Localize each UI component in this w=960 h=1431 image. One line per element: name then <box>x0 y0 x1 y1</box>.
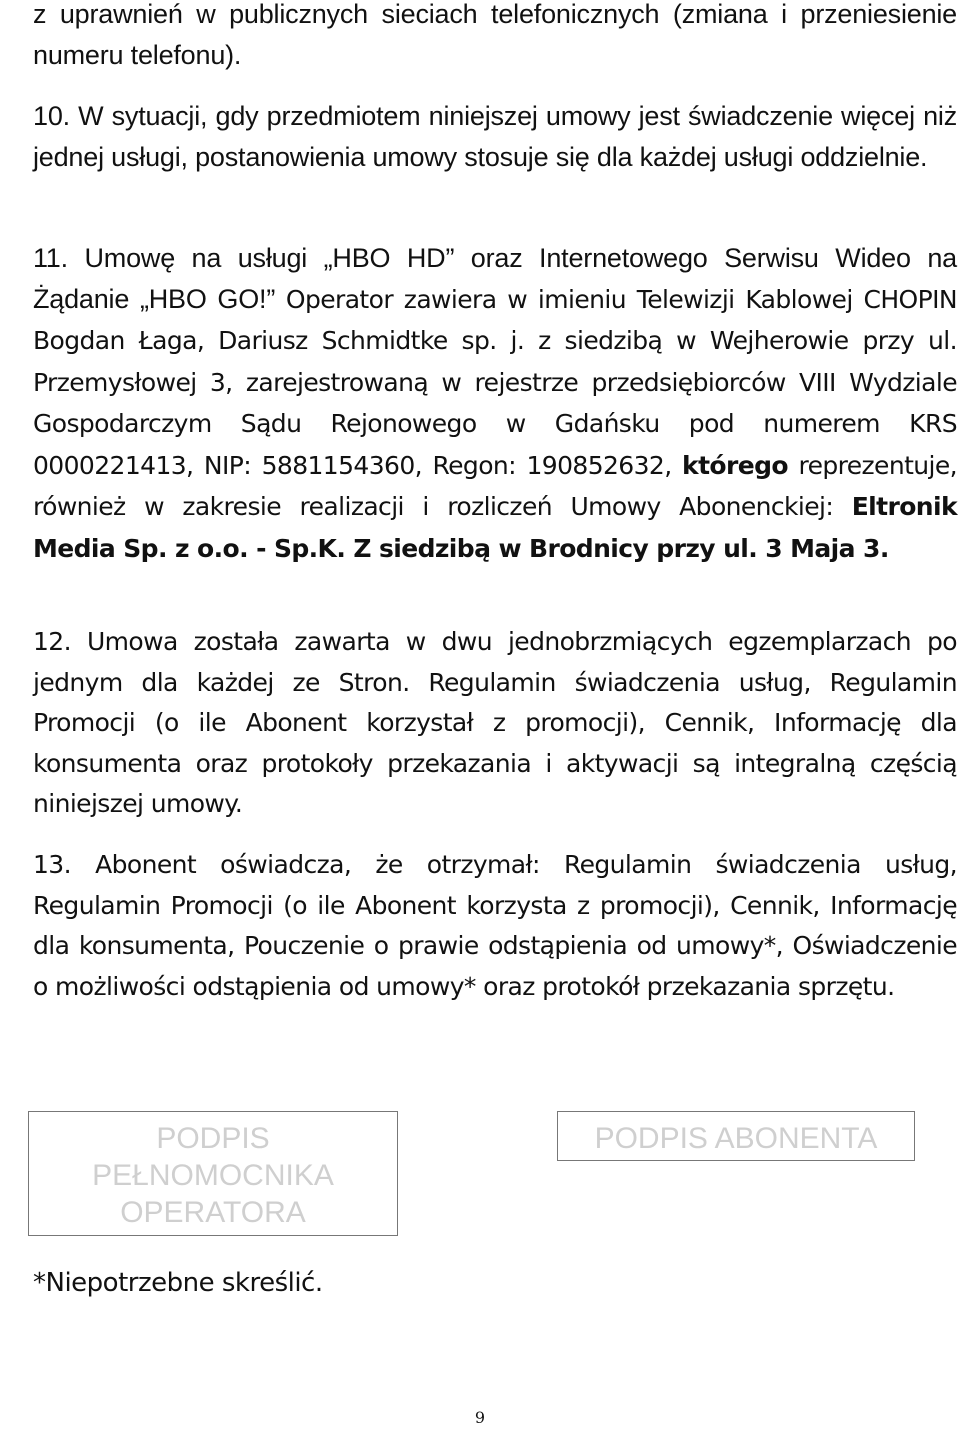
paragraph-text: Abonent oświadcza, że otrzymał: Regulamin świadczenia usług, Regulamin Promocji (o ile Abonent korzysta z promocji), Cennik, Informację dla konsumenta, Pouczenie o prawie odstąpienia od umowy*, Oświadczenie o możliwości odstąpienia od umowy* oraz protokół przekazania sprzętu. <box>33 850 957 1001</box>
footnote: *Niepotrzebne skreślić. <box>33 1268 323 1298</box>
paragraph-text: Umowa została zawarta w dwu jednobrzmiących egzemplarzach po jednym dla każdej ze Stron. Regulamin świadczenia usług, Regulamin Promocji (o ile Abonent korzystał z promocji), Cennik, Informację dla konsumenta oraz protokoły przekazania i aktywacji są integralną częścią niniejszej umowy. <box>33 627 957 818</box>
bold-company-text: Eltronik Media Sp. z o.o. - Sp.K. Z siedzibą w Brodnicy przy ul. 3 Maja 3. <box>33 492 957 563</box>
operator-signature-box <box>28 1111 398 1236</box>
signature-label-line: PODPIS <box>156 1122 270 1155</box>
paragraph-text: z uprawnień w publicznych sieciach telefonicznych (zmiana i przeniesienie numeru telefonu). <box>33 0 957 70</box>
signature-label: PODPIS ABONENTA <box>594 1122 878 1155</box>
paragraph-12 <box>33 622 957 825</box>
paragraph-text: W sytuacji, gdy przedmiotem niniejszej umowy jest świadczenie więcej niż jednej usługi, postanowienia umowy stosuje się dla każdej usługi oddzielnie. <box>33 101 957 172</box>
paragraph-number: 12. <box>33 627 71 656</box>
signature-label-line: PEŁNOMOCNIKA <box>92 1159 334 1192</box>
paragraph-text-main: Operator zawiera w imieniu Telewizji Kablowej CHOPIN Bogdan Łaga, Dariusz Schmidtke sp. j. z siedzibą w Wejherowie przy ul. Przemysłowej 3, zarejestrowaną w rejestrze przedsiębiorców VIII Wydziale Gospodarczym Sądu Rejonowego w Gdańsku pod numerem KRS 0000221413, NIP: 5881154360, Regon: 190852632, <box>33 284 957 480</box>
signature-label-line: OPERATORA <box>120 1196 306 1229</box>
paragraph-10 <box>33 96 957 177</box>
paragraph-11 <box>33 238 957 569</box>
paragraph-number: 10. <box>33 101 70 131</box>
paragraph-text-arial: Umowę na usługi „HBO HD” oraz Internetowego Serwisu Wideo na Żądanie „HBO GO!” <box>33 243 957 314</box>
paragraph-continuation <box>33 0 957 75</box>
page-number: 9 <box>474 1408 486 1427</box>
subscriber-signature-box <box>557 1111 915 1161</box>
paragraph-number: 13. <box>33 850 71 879</box>
paragraph-number: 11. <box>33 243 68 273</box>
bold-text: którego <box>682 450 788 480</box>
paragraph-13 <box>33 845 957 1007</box>
paragraph-text-main: reprezentuje, również w zakresie realizacji i rozliczeń Umowy Abonenckiej: <box>33 450 957 521</box>
